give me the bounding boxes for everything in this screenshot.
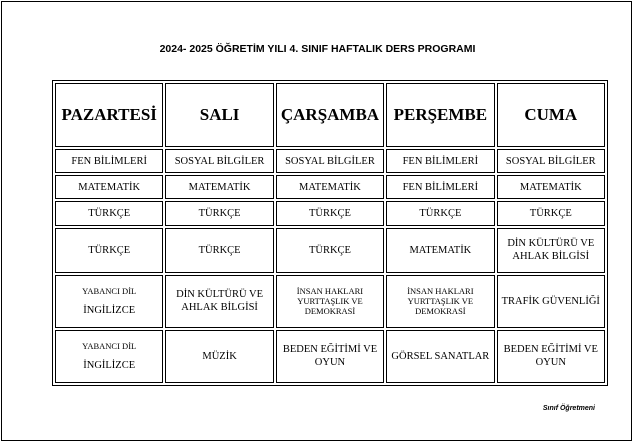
lesson-cell: SOSYAL BİLGİLER	[165, 149, 273, 173]
teacher-signature-label: Sınıf Öğretmeni	[542, 405, 595, 412]
lesson-row-2	[55, 175, 605, 199]
lesson-line: YABANCI DİL	[82, 340, 137, 351]
lesson-cell: SOSYAL BİLGİLER	[497, 149, 605, 173]
lesson-line: İNGİLİZCE	[83, 304, 136, 316]
lesson-cell: MATEMATİK	[55, 175, 163, 199]
page-title: 2024- 2025 ÖĞRETİM YILI 4. SINIF HAFTALIK DERS PROGRAMI	[159, 43, 476, 55]
lesson-row-4	[55, 228, 605, 273]
day-header-thursday: PERŞEMBE	[386, 83, 494, 147]
lesson-cell: TÜRKÇE	[165, 201, 273, 225]
day-header-friday: CUMA	[497, 83, 605, 147]
lesson-row-3	[55, 201, 605, 225]
lesson-cell: TÜRKÇE	[276, 228, 384, 273]
lesson-cell-english	[55, 330, 163, 383]
lesson-cell: TRAFİK GÜVENLİĞİ	[497, 275, 605, 328]
lesson-cell: MATEMATİK	[497, 175, 605, 199]
lesson-cell: TÜRKÇE	[497, 201, 605, 225]
schedule-table	[52, 80, 608, 386]
day-header-row	[55, 83, 605, 147]
lesson-cell: İNSAN HAKLARI YURTTAŞLIK VE DEMOKRASİ	[386, 275, 494, 328]
lesson-cell: MÜZİK	[165, 330, 273, 383]
lesson-cell: SOSYAL BİLGİLER	[276, 149, 384, 173]
lesson-cell: TÜRKÇE	[276, 201, 384, 225]
lesson-cell: BEDEN EĞİTİMİ VE OYUN	[276, 330, 384, 383]
lesson-cell: DİN KÜLTÜRÜ VE AHLAK BİLGİSİ	[497, 228, 605, 273]
lesson-line: İNGİLİZCE	[83, 359, 136, 371]
lesson-cell: FEN BİLİMLERİ	[55, 149, 163, 173]
lesson-cell: BEDEN EĞİTİMİ VE OYUN	[497, 330, 605, 383]
lesson-cell: İNSAN HAKLARI YURTTAŞLIK VE DEMOKRASİ	[276, 275, 384, 328]
lesson-cell: TÜRKÇE	[55, 201, 163, 225]
lesson-cell: DİN KÜLTÜRÜ VE AHLAK BİLGİSİ	[165, 275, 273, 328]
lesson-cell: FEN BİLİMLERİ	[386, 175, 494, 199]
day-header-tuesday: SALI	[165, 83, 273, 147]
lesson-row-1	[55, 149, 605, 173]
lesson-cell: TÜRKÇE	[55, 228, 163, 273]
lesson-cell: TÜRKÇE	[386, 201, 494, 225]
day-header-monday: PAZARTESİ	[55, 83, 163, 147]
lesson-cell: MATEMATİK	[165, 175, 273, 199]
day-header-wednesday: ÇARŞAMBA	[276, 83, 384, 147]
lesson-line: YABANCI DİL	[82, 285, 137, 296]
lesson-cell: TÜRKÇE	[165, 228, 273, 273]
lesson-cell: MATEMATİK	[276, 175, 384, 199]
lesson-cell: GÖRSEL SANATLAR	[386, 330, 494, 383]
lesson-row-6	[55, 330, 605, 383]
lesson-cell: MATEMATİK	[386, 228, 494, 273]
lesson-row-5	[55, 275, 605, 328]
lesson-cell: FEN BİLİMLERİ	[386, 149, 494, 173]
lesson-cell-english	[55, 275, 163, 328]
